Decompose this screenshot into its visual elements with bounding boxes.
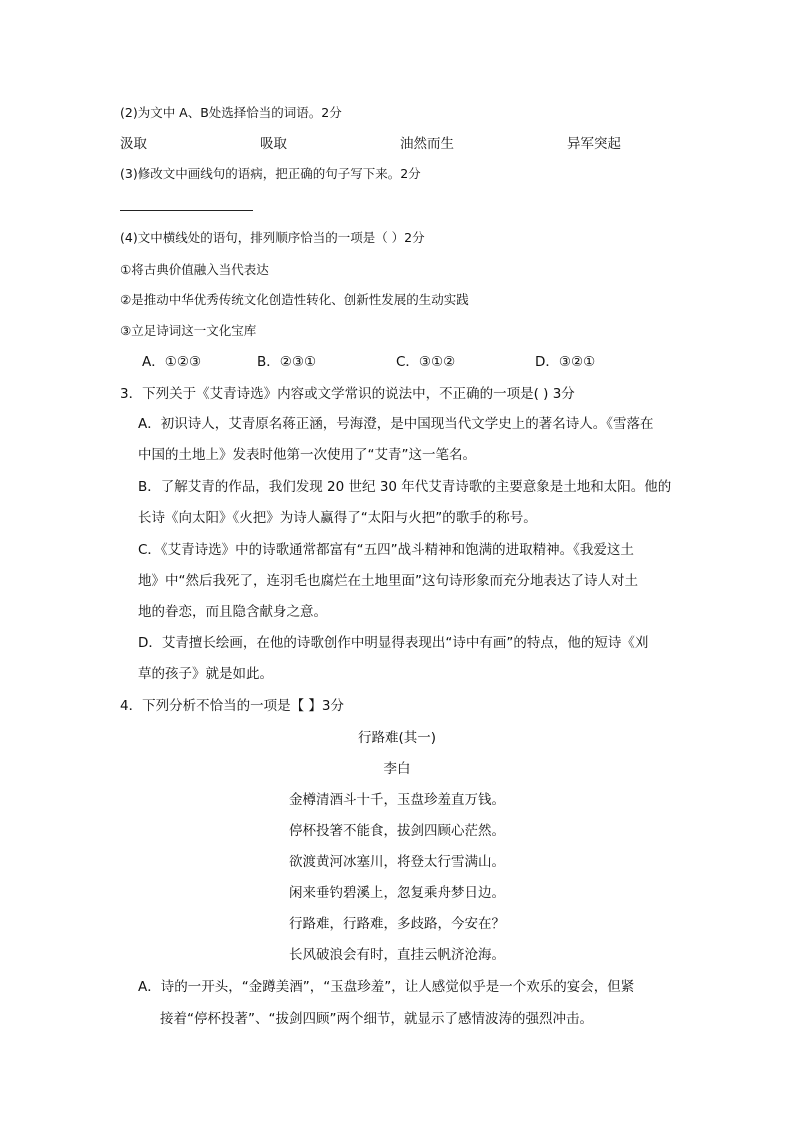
q4-prompt: 4．下列分析不恰当的一项是【 】3分 [120,698,344,714]
answer-blank-line[interactable] [120,210,253,211]
q2-4-prompt: (4)文中横线处的语句，排列顺序恰当的一项是（ ）2分 [120,230,425,245]
q3-option-c-line-1: C．《艾青诗选》中的诗歌通常都富有“五四”战斗精神和饱满的进取精神。《我爱这土 [138,542,634,558]
q3-option-b-line-2: 长诗《向太阳》《火把》为诗人赢得了“太阳与火把”的歌手的称号。 [138,510,537,526]
q3-option-c-line-3: 地的眷恋，而且隐含献身之意。 [138,604,327,620]
q4-option-a-line-2: 接着“停杯投著”、“拔剑四顾”两个细节，就显示了感情波涛的强烈冲击。 [160,1011,593,1027]
q2-3-prompt: (3)修改文中画线句的语病，把正确的句子写下来。2分 [120,166,421,181]
q3-option-c-line-2: 地》中“然后我死了，连羽毛也腐烂在土地里面”这句诗形象而充分地表达了诗人对土 [138,573,638,589]
q2-4-item-3: ③立足诗词这一文化宝库 [120,323,257,338]
q3-option-d-line-1: D．艾青擅长绘画，在他的诗歌创作中明显得表现出“诗中有画”的特点，他的短诗《刈 [138,635,649,651]
q3-option-d-line-2: 草的孩子》就是如此。 [138,666,273,682]
q2-4-choice-a: A．①②③ [142,354,202,370]
q3-option-a-line-2: 中国的土地上》发表时他第一次使用了“艾青”这一笔名。 [138,447,476,463]
q2-2-option-1: 汲取 [120,136,147,152]
q2-2-option-3: 油然而生 [400,136,454,152]
poem-line-6: 长风破浪会有时，直挂云帆济沧海。 [289,947,505,963]
poem-line-2: 停杯投箸不能食，拔剑四顾心茫然。 [289,823,505,839]
q2-2-option-2: 吸取 [260,136,287,152]
q2-4-choice-c: C．③①② [396,354,456,370]
q2-2-prompt: (2)为文中 A、B处选择恰当的词语。2分 [120,105,342,120]
q4-option-a-line-1: A．诗的一开头，“金蹲美酒”，“玉盘珍羞”，让人感觉似乎是一个欢乐的宴会，但紧 [138,979,635,995]
q3-option-b-line-1: B．了解艾青的作品，我们发现 20 世纪 30 年代艾青诗歌的主要意象是土地和太阳。他的 [138,479,672,495]
q2-4-choice-d: D．③②① [535,354,596,370]
q2-4-choice-b: B．②③① [257,354,317,370]
q3-option-a-line-1: A．初识诗人，艾青原名蒋正涵，号海澄，是中国现当代文学史上的著名诗人。《雪落在 [138,416,654,432]
poem-line-1: 金樽清酒斗十千，玉盘珍羞直万钱。 [289,792,505,808]
poem-title: 行路难(其一) [357,730,437,746]
poem-line-5: 行路难，行路难，多歧路，今安在？ [289,916,505,932]
q3-prompt: 3．下列关于《艾青诗选》内容或文学常识的说法中，不正确的一项是( ) 3分 [120,386,575,402]
poem-author: 李白 [383,761,411,777]
q2-2-option-4: 异军突起 [567,136,621,152]
poem-line-3: 欲渡黄河冰塞川，将登太行雪满山。 [289,854,505,870]
poem-line-4: 闲来垂钓碧溪上，忽复乘舟梦日边。 [289,885,505,901]
q2-4-item-1: ①将古典价值融入当代表达 [120,262,269,277]
q2-4-item-2: ②是推动中华优秀传统文化创造性转化、创新性发展的生动实践 [120,292,469,307]
